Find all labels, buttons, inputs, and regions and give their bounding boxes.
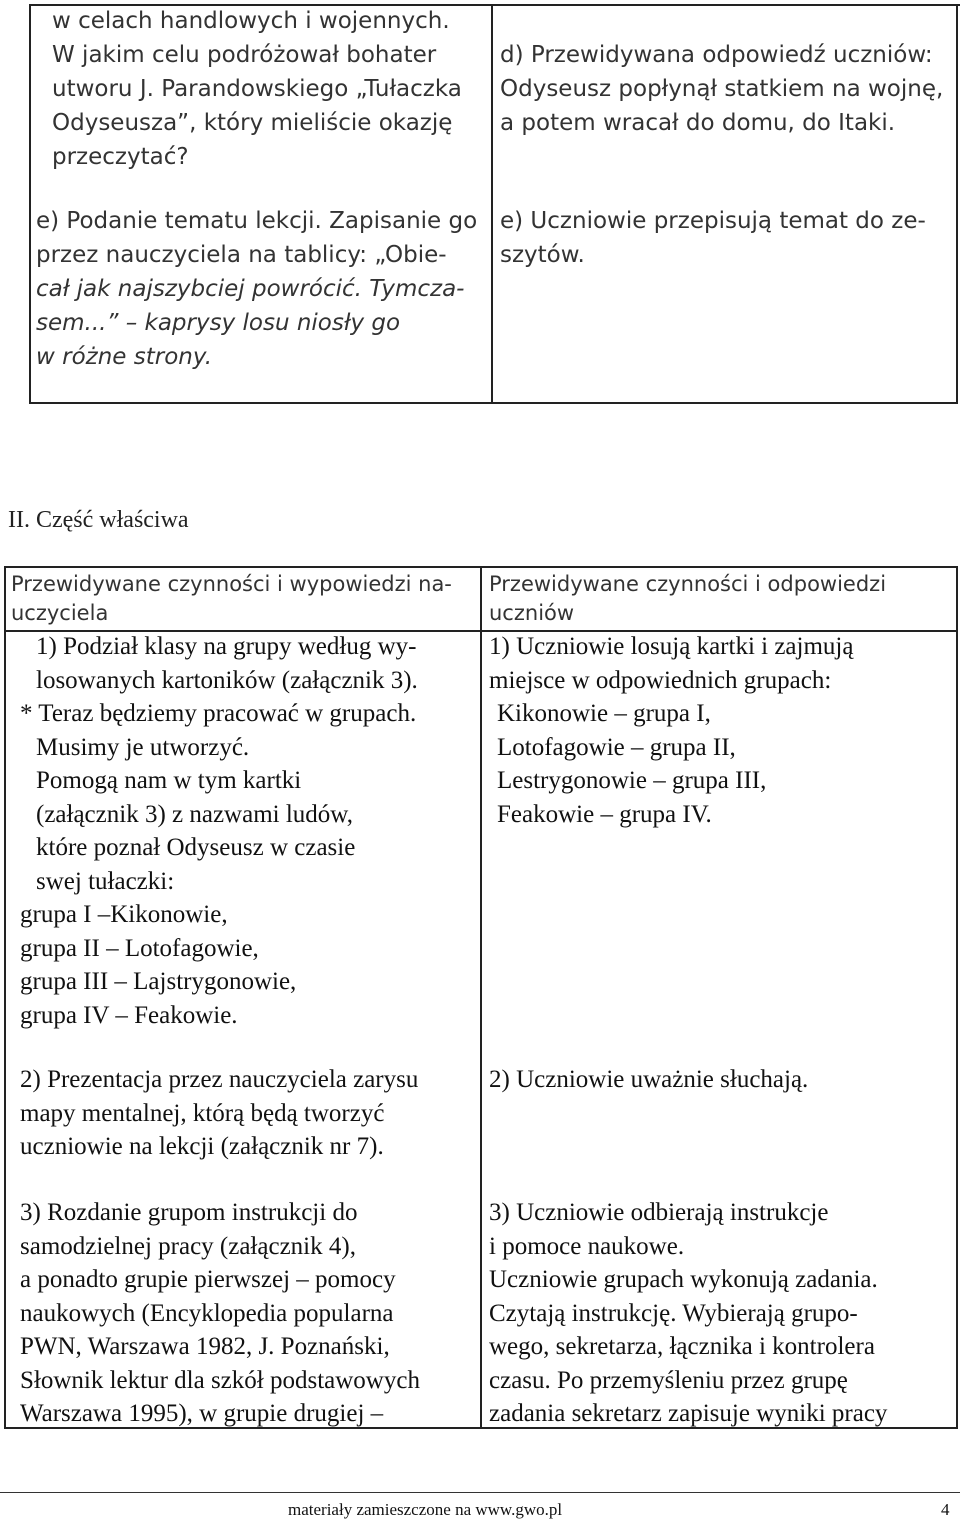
text-line: cał jak najszybciej powrócić. Tymcza- — [36, 276, 465, 302]
text-line: Przewidywane czynności i wypowiedzi na- — [11, 572, 452, 596]
text-line: * Teraz będziemy pracować w grupach. — [20, 700, 417, 727]
text-line: Kikonowie – grupa I, — [497, 700, 711, 727]
footer-source: materiały zamieszczone na www.gwo.pl — [288, 1500, 563, 1519]
text-line: Lotofagowie – grupa II, — [497, 733, 736, 761]
text-line: w celach handlowych i wojennych. — [52, 8, 450, 34]
text-line: uczniowie na lekcji (załącznik nr 7). — [20, 1133, 384, 1160]
text-line: które poznał Odyseusz w czasie — [36, 834, 356, 861]
main-table-header-left — [11, 570, 452, 628]
text-line: w różne strony. — [36, 344, 213, 370]
text-line: szytów. — [500, 242, 585, 268]
top-table-border-left — [29, 4, 31, 404]
text-line: 2) Uczniowie uważnie słuchają. — [489, 1066, 809, 1093]
top-table-column-divider — [491, 4, 493, 404]
text-line: Czytają instrukcję. Wybierają grupo- — [489, 1299, 858, 1327]
text-line: Słownik lektur dla szkół podstawowych — [20, 1366, 420, 1394]
text-line: W jakim celu podróżował bohater — [52, 42, 437, 68]
text-line: PWN, Warszawa 1982, J. Poznański, — [20, 1333, 390, 1360]
top-left-topic-block — [36, 204, 477, 374]
text-line: Przewidywane czynności i odpowiedzi — [489, 572, 887, 596]
top-table-border-bottom — [29, 402, 958, 404]
text-line: Lestrygonowie – grupa III, — [497, 767, 767, 794]
main-table-border-left — [4, 566, 6, 1429]
text-line: swej tułaczki: — [36, 867, 175, 895]
text-line: wego, sekretarza, łącznika i kontrolera — [489, 1333, 875, 1360]
text-line: grupa III – Lajstrygonowie, — [20, 968, 297, 995]
text-line: grupa IV – Feakowie. — [20, 1001, 238, 1029]
text-line: uczniów — [489, 601, 575, 625]
text-line: losowanych kartoników (załącznik 3). — [36, 666, 418, 694]
text-line: 1) Podział klasy na grupy według wy- — [36, 633, 417, 660]
row2-teacher-block — [20, 1063, 418, 1164]
top-right-answer-block — [500, 38, 943, 140]
text-line: d) Przewidywana odpowiedź uczniów: — [500, 42, 933, 68]
text-line: 3) Rozdanie grupom instrukcji do — [20, 1199, 358, 1226]
text-line: przeczytać? — [52, 144, 189, 170]
text-line: Uczniowie grupach wykonują zadania. — [489, 1266, 878, 1293]
text-line: Musimy je utworzyć. — [36, 733, 250, 761]
text-line: 3) Uczniowie odbierają instrukcje — [489, 1199, 829, 1226]
row1-student-block — [489, 630, 853, 831]
text-line: Warszawa 1995), w grupie drugiej – — [20, 1400, 384, 1427]
text-line: Feakowie – grupa IV. — [497, 800, 712, 828]
text-line: Pomogą nam w tym kartki — [36, 767, 302, 794]
text-line: Odyseusz popłynął statkiem na wojnę, — [500, 76, 944, 102]
section-title: II. Część właściwa — [8, 507, 189, 533]
text-line: zadania sekretarz zapisuje wyniki pracy — [489, 1400, 888, 1427]
text-line: mapy mentalnej, którą będą tworzyć — [20, 1099, 385, 1127]
text-line: a ponadto grupie pierwszej – pomocy — [20, 1266, 396, 1293]
row3-student-block — [489, 1196, 887, 1431]
row2-student-block — [489, 1063, 808, 1097]
text-line: samodzielnej pracy (załącznik 4), — [20, 1232, 356, 1260]
text-line: miejsce w odpowiednich grupach: — [489, 666, 832, 694]
text-line: e) Podanie tematu lekcji. Zapisanie go — [36, 208, 478, 234]
text-line: grupa II – Lotofagowie, — [20, 934, 259, 962]
top-table-border-right — [956, 4, 958, 404]
text-line: przez nauczyciela na tablicy: „Obie- — [36, 242, 447, 268]
main-table-header-right — [489, 570, 886, 628]
text-line: utworu J. Parandowskiego „Tułaczka — [52, 76, 462, 102]
text-line: i pomoce naukowe. — [489, 1232, 685, 1260]
text-line: (załącznik 3) z nazwami ludów, — [36, 800, 353, 828]
text-line: 1) Uczniowie losują kartki i zajmują — [489, 633, 854, 660]
text-line: sem...” – kaprysy losu niosły go — [36, 310, 401, 336]
text-line: uczyciela — [11, 601, 109, 625]
text-line: e) Uczniowie przepisują temat do ze- — [500, 208, 926, 234]
text-line: czasu. Po przemyśleniu przez grupę — [489, 1366, 848, 1394]
row1-teacher-block — [20, 630, 418, 1032]
row3-teacher-block — [20, 1196, 420, 1431]
text-line: a potem wracał do domu, do Itaki. — [500, 110, 896, 136]
text-line: naukowych (Encyklopedia popularna — [20, 1299, 394, 1327]
top-left-question-block — [52, 4, 462, 174]
footer-page-number: 4 — [941, 1500, 950, 1519]
main-table-border-right — [956, 566, 958, 1429]
footer-rule — [0, 1492, 960, 1493]
text-line: 2) Prezentacja przez nauczyciela zarysu — [20, 1066, 419, 1093]
main-table-column-divider — [480, 566, 482, 1429]
text-line: grupa I –Kikonowie, — [20, 901, 228, 928]
top-right-topic-block — [500, 204, 926, 272]
text-line: Odyseusza”, który mieliście okazję — [52, 110, 453, 136]
